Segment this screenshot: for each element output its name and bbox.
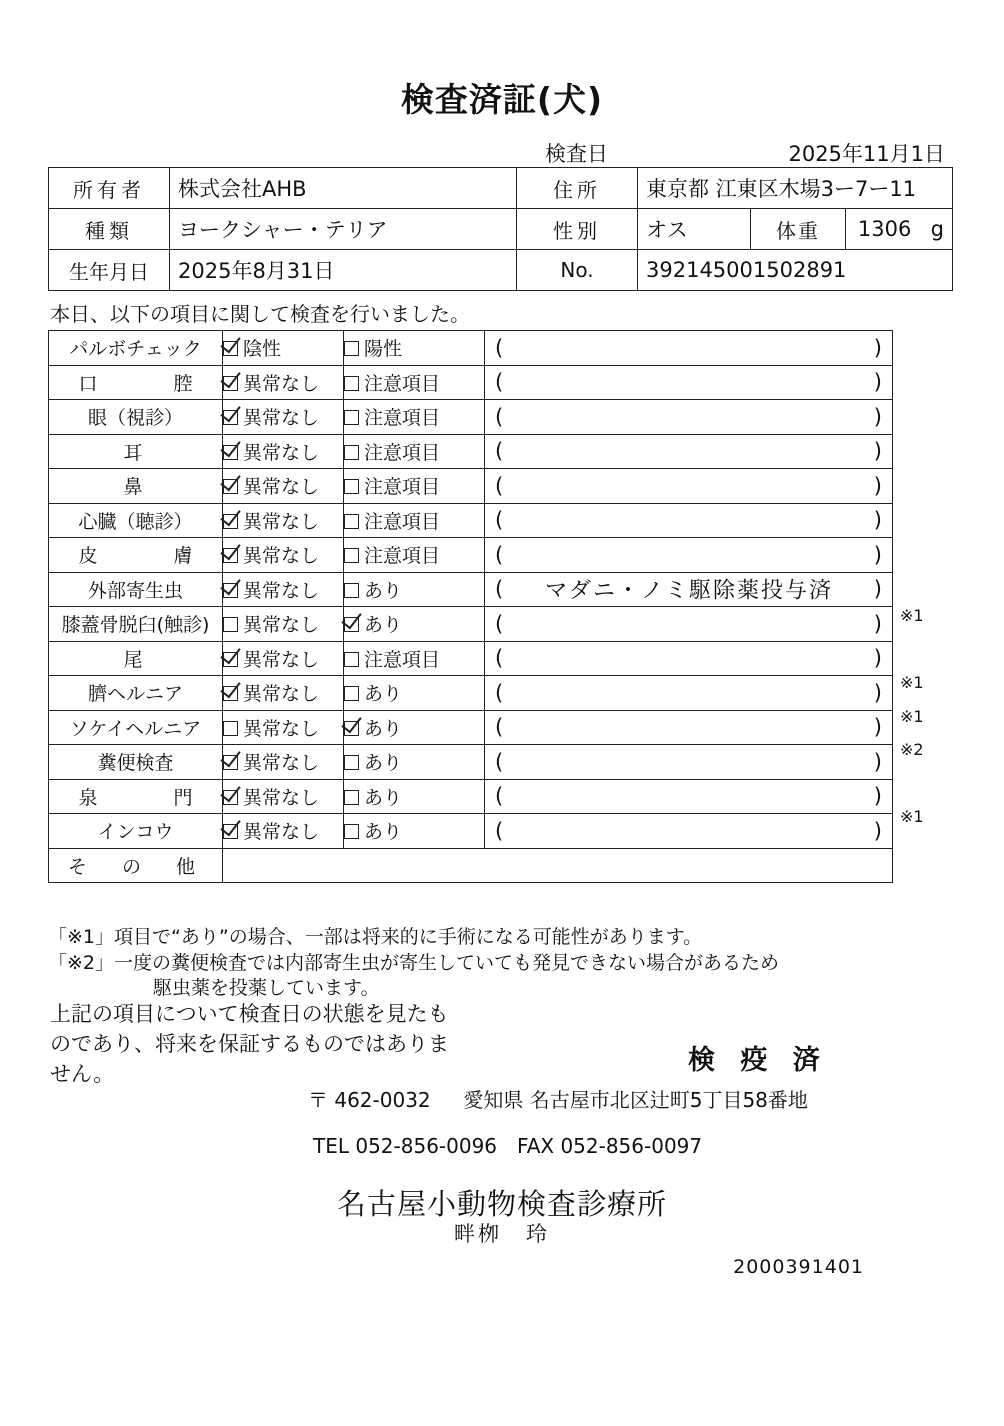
item-note-field[interactable] (485, 365, 893, 400)
option-primary[interactable] (223, 676, 344, 711)
item-note-field[interactable] (485, 331, 893, 366)
inspection-date-value: 2025年11月1日 (788, 142, 945, 166)
option-secondary[interactable] (344, 503, 485, 538)
birthdate-value: 2025年8月31日 (170, 250, 517, 291)
owner-label: 所有者 (49, 168, 170, 209)
paren-left: ( (495, 542, 504, 567)
table-row (49, 168, 953, 209)
footnote-2: 「※2」一度の糞便検査では内部寄生虫が寄生していても発見できない場合があるため (48, 951, 780, 974)
checkbox-icon[interactable] (344, 445, 359, 460)
checkbox-icon[interactable] (223, 652, 238, 667)
table-row (49, 676, 893, 711)
option-secondary-label: あり (364, 786, 403, 809)
footnote-1: 「※1」項目で“あり”の場合、一部は将来的に手術になる可能性があります。 (48, 926, 703, 948)
option-primary-label: 異常なし (243, 683, 320, 706)
item-label: インコウ (49, 814, 223, 849)
inspection-date-label: 検査日 (545, 142, 608, 166)
paren-right: ) (873, 611, 882, 636)
paren-left: ( (495, 680, 504, 705)
paren-right: ) (873, 680, 882, 705)
paren-right: ) (873, 577, 882, 602)
clinic-name: 名古屋小動物検査診療所 (336, 1187, 667, 1221)
footnote-3: 駆虫薬を投薬しています。 (153, 977, 380, 1000)
option-primary[interactable] (223, 641, 344, 676)
checkbox-icon[interactable] (344, 410, 359, 425)
checkbox-icon[interactable] (344, 514, 359, 529)
paren-right: ) (873, 749, 882, 774)
option-secondary[interactable] (344, 814, 485, 849)
paren-right: ) (873, 818, 882, 843)
paren-right: ) (873, 404, 882, 429)
option-primary-label: 異常なし (243, 441, 320, 464)
checkbox-icon[interactable] (223, 376, 238, 391)
option-primary-label: 異常なし (243, 372, 320, 395)
item-label: 心臓（聴診） (49, 503, 223, 538)
paren-left: ( (495, 370, 504, 395)
item-footnote-marker: ※1 (900, 673, 924, 692)
paren-left: ( (495, 818, 504, 843)
item-label: 臍ヘルニア (49, 676, 223, 711)
weight-unit: g (930, 217, 944, 241)
paren-left: ( (495, 508, 504, 533)
address-value: 東京都 江東区木場3ー7ー11 (638, 168, 953, 209)
checkbox-icon[interactable] (223, 410, 238, 425)
checkbox-icon[interactable] (344, 652, 359, 667)
item-note-field[interactable] (485, 503, 893, 538)
item-footnote-marker: ※1 (900, 807, 924, 826)
owner-value: 株式会社AHB (170, 168, 517, 209)
item-label: 膝蓋骨脱臼(触診) (49, 607, 223, 642)
option-secondary-label: 注意項目 (364, 510, 441, 533)
item-note-field[interactable] (485, 572, 893, 607)
checkbox-icon[interactable] (344, 686, 359, 701)
item-note-text: マダニ・ノミ駆除薬投与済 (545, 578, 834, 604)
option-primary-label: 異常なし (243, 717, 320, 740)
option-primary[interactable] (223, 779, 344, 814)
sex-label: 性別 (517, 209, 638, 250)
option-primary-label: 異常なし (243, 786, 320, 809)
checkbox-icon[interactable] (344, 341, 359, 356)
option-secondary[interactable] (344, 434, 485, 469)
item-label: 外部寄生虫 (49, 572, 223, 607)
number-label: No. (517, 250, 638, 291)
option-primary-label: 異常なし (243, 510, 320, 533)
option-secondary[interactable] (344, 641, 485, 676)
option-secondary-label: 注意項目 (364, 476, 441, 499)
inspection-date-row (545, 138, 945, 164)
checkbox-icon[interactable] (344, 824, 359, 839)
item-label: パルボチェック (49, 331, 223, 366)
option-secondary-label: あり (364, 717, 403, 740)
paren-right: ) (873, 508, 882, 533)
checkbox-icon[interactable] (223, 617, 238, 632)
table-row (49, 538, 893, 573)
item-note-field[interactable] (485, 538, 893, 573)
disclaimer-text: 上記の項目について検査日の状態を見たものであり、将来を保証するものではありません。 (50, 1002, 449, 1086)
clinic-person: 畔栁 玲 (454, 1222, 550, 1246)
item-note-field[interactable] (485, 779, 893, 814)
option-primary[interactable] (223, 503, 344, 538)
option-secondary[interactable] (344, 607, 485, 642)
checkbox-icon[interactable] (223, 341, 238, 356)
table-row (49, 331, 893, 366)
checkbox-icon[interactable] (223, 686, 238, 701)
item-note-field[interactable] (485, 641, 893, 676)
table-row (49, 607, 893, 642)
item-note-field[interactable] (485, 400, 893, 435)
option-primary[interactable] (223, 745, 344, 780)
clinic-telephone: TEL 052-856-0096 FAX 052-856-0097 (313, 1134, 703, 1158)
option-primary-label: 異常なし (243, 821, 320, 844)
item-label: 眼（視診） (49, 400, 223, 435)
item-note-field[interactable] (485, 434, 893, 469)
option-secondary-label: 注意項目 (364, 648, 441, 671)
option-secondary[interactable] (344, 676, 485, 711)
item-note-field[interactable] (485, 607, 893, 642)
checkbox-icon[interactable] (344, 376, 359, 391)
paren-left: ( (495, 473, 504, 498)
option-primary[interactable] (223, 434, 344, 469)
checkbox-icon[interactable] (344, 479, 359, 494)
item-label: 泉 門 (49, 779, 223, 814)
paren-left: ( (495, 439, 504, 464)
option-primary[interactable] (223, 538, 344, 573)
option-secondary[interactable] (344, 710, 485, 745)
checkbox-icon[interactable] (223, 721, 238, 736)
option-primary[interactable] (223, 572, 344, 607)
option-primary[interactable] (223, 469, 344, 504)
paren-right: ) (873, 646, 882, 671)
option-secondary-label: あり (364, 683, 403, 706)
serial-number: 2000391401 (733, 1256, 864, 1278)
paren-left: ( (495, 611, 504, 636)
table-row (49, 848, 893, 883)
option-primary-label: 異常なし (243, 614, 320, 637)
table-row (49, 710, 893, 745)
table-row (49, 400, 893, 435)
option-secondary-label: 注意項目 (364, 372, 441, 395)
item-note-field[interactable] (485, 745, 893, 780)
checkbox-icon[interactable] (223, 583, 238, 598)
option-secondary-label: あり (364, 614, 403, 637)
item-label: 耳 (49, 434, 223, 469)
checkbox-icon[interactable] (223, 790, 238, 805)
paren-right: ) (873, 335, 882, 360)
checkbox-icon[interactable] (223, 445, 238, 460)
owner-info-table (48, 167, 953, 291)
breed-label: 種類 (49, 209, 170, 250)
paren-left: ( (495, 646, 504, 671)
item-note-field[interactable] (485, 469, 893, 504)
checkbox-icon[interactable] (344, 721, 359, 736)
option-secondary[interactable] (344, 400, 485, 435)
option-secondary[interactable] (344, 365, 485, 400)
option-secondary-label: 陽性 (364, 338, 403, 361)
paren-right: ) (873, 473, 882, 498)
checkbox-icon[interactable] (223, 755, 238, 770)
weight-value (846, 209, 953, 250)
intro-text: 本日、以下の項目に関して検査を行いました。 (50, 302, 470, 326)
sex-value: オス (638, 209, 751, 250)
table-row (49, 503, 893, 538)
option-secondary-label: あり (364, 821, 403, 844)
option-secondary[interactable] (344, 572, 485, 607)
option-secondary[interactable] (344, 331, 485, 366)
paren-left: ( (495, 577, 504, 602)
option-secondary-label: あり (364, 752, 403, 775)
item-footnote-marker: ※1 (900, 706, 924, 726)
page-title: 検査済証(犬) (400, 80, 604, 119)
option-primary-label: 異常なし (243, 579, 320, 602)
option-secondary[interactable] (344, 745, 485, 780)
clinic-address: 〒 462-0032 愛知県 名古屋市北区辻町5丁目58番地 (308, 1088, 808, 1112)
option-primary-label: 異常なし (243, 752, 320, 775)
checkbox-icon[interactable] (223, 548, 238, 563)
item-footnote-marker: ※2 (900, 740, 924, 759)
footnotes (48, 925, 948, 1002)
option-secondary[interactable] (344, 538, 485, 573)
paren-left: ( (495, 749, 504, 774)
table-row (49, 434, 893, 469)
option-secondary[interactable] (344, 469, 485, 504)
weight-label: 体重 (751, 209, 846, 250)
option-primary[interactable] (223, 814, 344, 849)
paren-left: ( (495, 784, 504, 809)
address-label: 住所 (517, 168, 638, 209)
paren-right: ) (873, 542, 882, 567)
table-row (49, 779, 893, 814)
checkbox-icon[interactable] (344, 548, 359, 563)
item-label-other: そ の 他 (49, 848, 223, 883)
item-footnote-marker: ※1 (900, 606, 924, 625)
option-primary[interactable] (223, 365, 344, 400)
option-secondary-label: あり (364, 579, 403, 602)
paren-left: ( (495, 404, 504, 429)
item-label: 口 腔 (49, 365, 223, 400)
quarantine-stamp: 検 疫 済 (688, 1045, 828, 1076)
item-note-field[interactable] (485, 814, 893, 849)
checkbox-icon[interactable] (344, 790, 359, 805)
number-value: 392145001502891 (638, 250, 953, 291)
item-label: 鼻 (49, 469, 223, 504)
inspection-items-table (48, 330, 893, 883)
table-row (49, 250, 953, 291)
table-row (49, 814, 893, 849)
item-note-field[interactable] (485, 676, 893, 711)
weight-number: 1306 (857, 217, 912, 241)
option-primary-label: 異常なし (243, 648, 320, 671)
table-row (49, 469, 893, 504)
paren-left: ( (495, 715, 504, 740)
checkbox-icon[interactable] (223, 514, 238, 529)
table-row (49, 745, 893, 780)
option-secondary-label: 注意項目 (364, 441, 441, 464)
option-primary[interactable] (223, 331, 344, 366)
paren-left: ( (495, 335, 504, 360)
option-primary-label: 異常なし (243, 476, 320, 499)
option-secondary-label: 注意項目 (364, 545, 441, 568)
item-label: ソケイヘルニア (49, 710, 223, 745)
checkbox-icon[interactable] (223, 479, 238, 494)
birthdate-label: 生年月日 (49, 250, 170, 291)
option-primary[interactable] (223, 400, 344, 435)
option-primary[interactable] (223, 607, 344, 642)
checkbox-icon[interactable] (344, 617, 359, 632)
paren-right: ) (873, 784, 882, 809)
option-secondary-label: 注意項目 (364, 407, 441, 430)
table-row (49, 641, 893, 676)
other-note-field[interactable] (223, 848, 893, 883)
item-label: 皮 膚 (49, 538, 223, 573)
paren-right: ) (873, 439, 882, 464)
paren-right: ) (873, 715, 882, 740)
paren-right: ) (873, 370, 882, 395)
option-primary-label: 陰性 (243, 338, 282, 361)
item-label: 尾 (49, 641, 223, 676)
option-primary-label: 異常なし (243, 545, 320, 568)
option-secondary[interactable] (344, 779, 485, 814)
option-primary-label: 異常なし (243, 407, 320, 430)
table-row (49, 572, 893, 607)
option-primary[interactable] (223, 710, 344, 745)
breed-value: ヨークシャー・テリア (170, 209, 517, 250)
item-label: 糞便検査 (49, 745, 223, 780)
checkbox-icon[interactable] (344, 583, 359, 598)
table-row (49, 365, 893, 400)
checkbox-icon[interactable] (344, 755, 359, 770)
item-note-field[interactable] (485, 710, 893, 745)
table-row (49, 209, 953, 250)
checkbox-icon[interactable] (223, 824, 238, 839)
